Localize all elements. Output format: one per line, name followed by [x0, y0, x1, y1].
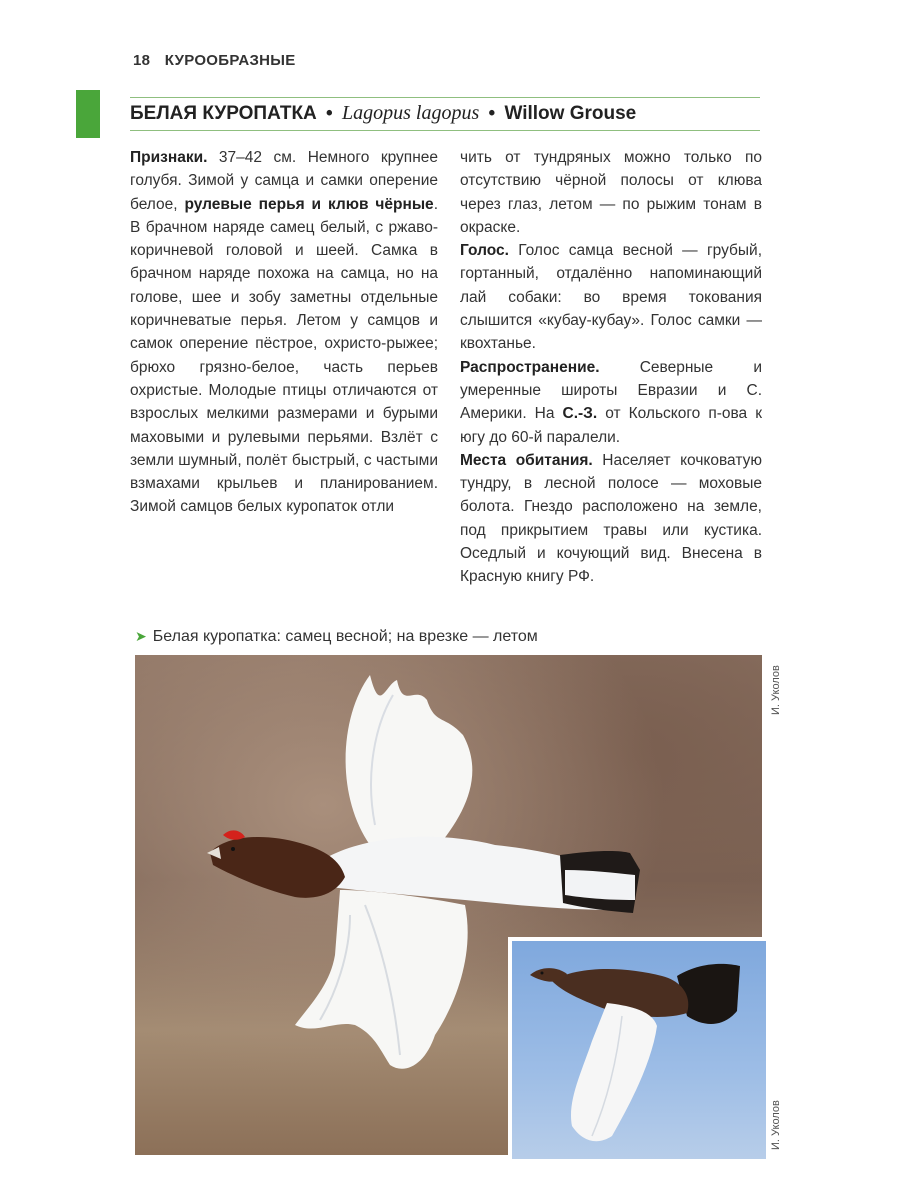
species-name-latin: Lagopus lagopus — [341, 102, 480, 124]
range-label: Распространение. — [460, 358, 600, 376]
species-name-ru: БЕЛАЯ КУРОПАТКА — [130, 103, 317, 124]
photo-caption — [135, 628, 538, 646]
inset-photo-willow-grouse-summer — [508, 937, 766, 1159]
voice-paragraph — [460, 239, 762, 355]
title-rule-top — [130, 97, 760, 98]
title-separator: • — [326, 103, 333, 124]
species-title — [130, 102, 636, 125]
signs-paragraph — [130, 146, 438, 519]
photo-credit-inset: И. Уколов — [770, 1100, 782, 1150]
signs-paragraph-cont — [460, 146, 762, 239]
signs-label: Признаки. — [130, 149, 208, 166]
species-name-en: Willow Grouse — [504, 103, 637, 124]
habitat-text: Населяет кочковатую тундру, в лесной полосе — моховые болота. Гнездо расположено на земле, под прикрытием травы или кустика. Оседлый и кочующий вид. Внесена в Красную книгу РФ. — [460, 451, 762, 586]
habitat-paragraph — [460, 449, 762, 589]
title-rule-bottom — [130, 130, 760, 131]
range-text-end: от Кольского п-ова к югу до 60-й паралели. — [460, 405, 762, 446]
text-column-left — [130, 146, 438, 519]
signs-text-cont: . В брачном наряде самец белый, с ржаво-коричневой головой и шеей. Самка в брачном наряде похожа на самца, но на голове, шее и зобу заметны отдельные коричневатые перья. Летом у самцов и самок оперение пёстрое, охристо-рыжее; брюхо грязно-белое, часть перьев охристые. Молодые птицы отличаются от взрослых мелкими размерами и бурыми маховыми и рулевыми перьями. Взлёт с земли шумный, полёт быстрый, с частыми взмахами крыльев и планированием. Зимой самцов белых куропаток отли — [130, 195, 438, 516]
range-bold: С.-З. — [562, 405, 598, 423]
voice-label: Голос. — [460, 242, 509, 260]
title-separator: • — [488, 103, 496, 124]
caption-arrow-icon: ➤ — [135, 628, 147, 644]
voice-text: Голос самца весной — грубый, гортанный, отдалённо напоминающий лай собаки: во время токования слышится «кубау-кубау». Голос самки — квохтанье. — [460, 242, 762, 353]
text-column-right — [460, 146, 762, 589]
section-title: КУРООБРАЗНЫЕ — [164, 52, 296, 69]
habitat-label: Места обитания. — [460, 451, 593, 469]
range-text: Северные и умеренные широты Евразии и С. Америки. На — [460, 358, 762, 423]
page-number: 18 — [133, 52, 151, 69]
page-header — [133, 52, 296, 69]
signs-bold: рулевые перья и клюв чёрные — [184, 195, 434, 213]
signs-text: 37–42 см. Немного крупнее голубя. Зимой у самца и самки оперение белое, — [130, 149, 438, 213]
range-paragraph — [460, 356, 762, 449]
photo-credit-main: И. Уколов — [770, 665, 782, 715]
section-tab-marker — [76, 90, 100, 138]
caption-text: Белая куропатка: самец весной; на врезке — летом — [152, 628, 538, 645]
flying-grouse-summer-illustration — [512, 941, 762, 1155]
signs-text-end: чить от тундряных можно только по отсутствию чёрной полосы от клюва через глаз, летом — по рыжим тонам в окраске. — [460, 149, 762, 236]
